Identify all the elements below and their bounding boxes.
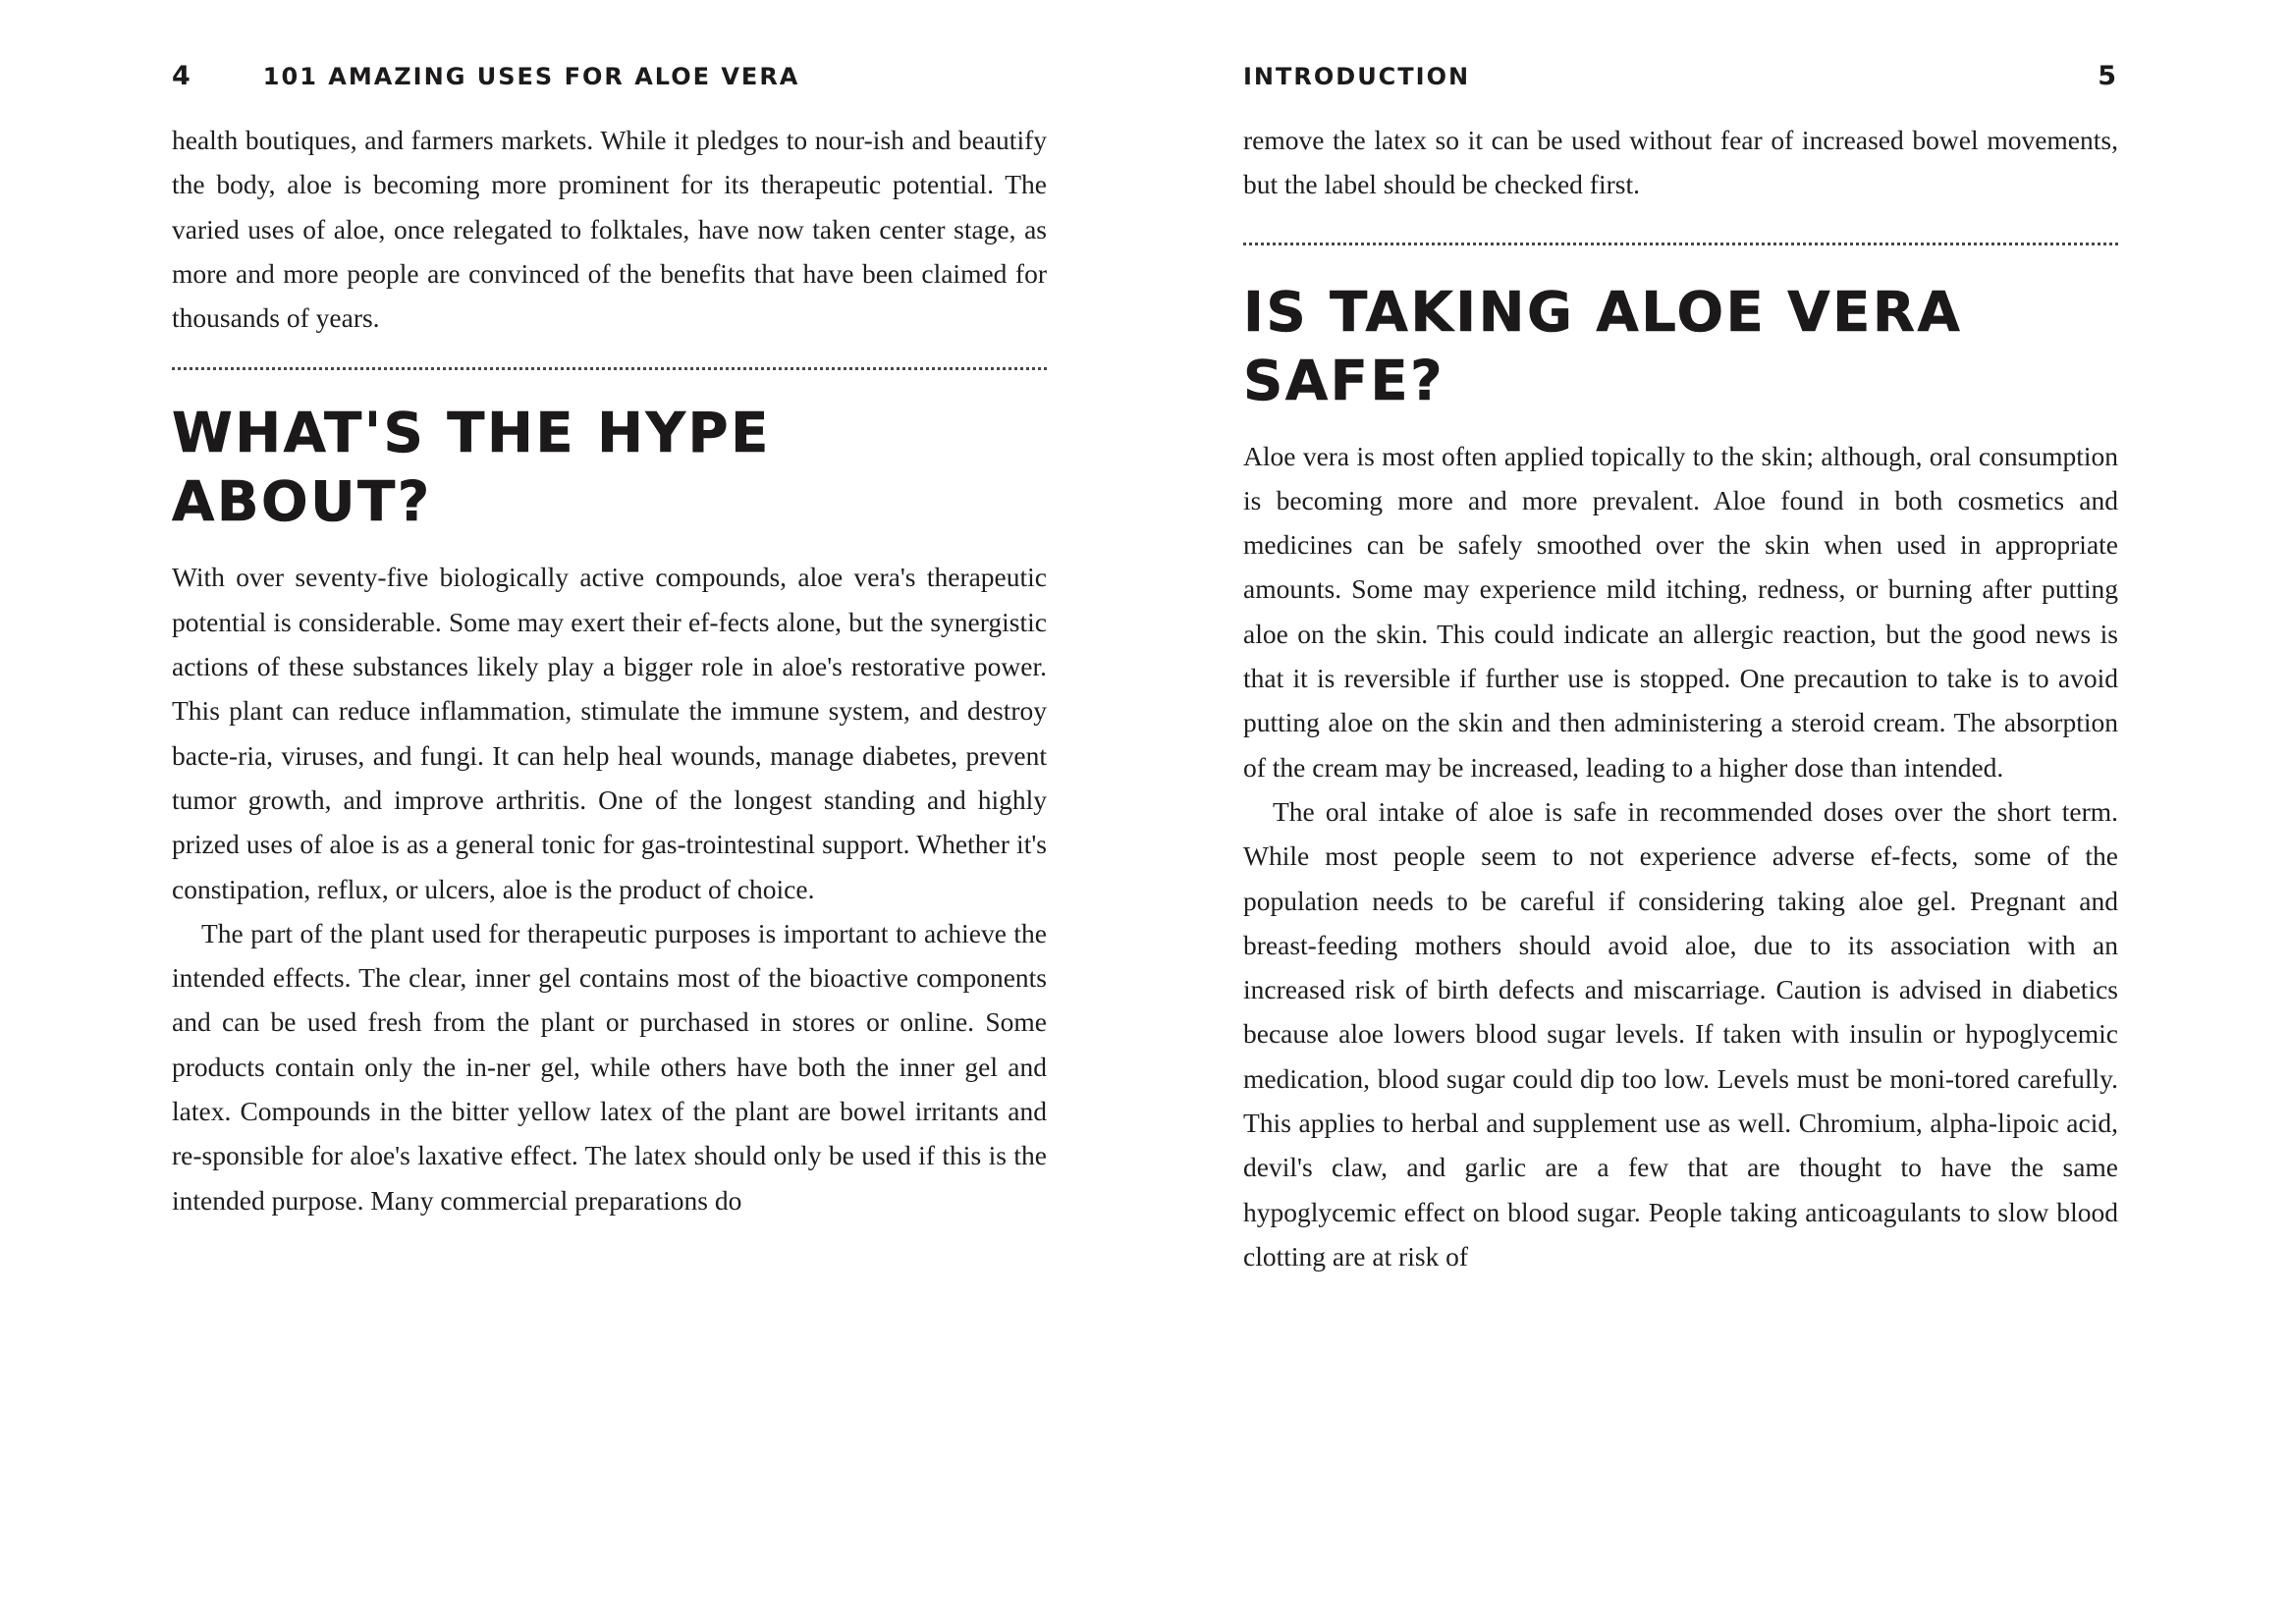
paragraph: remove the latex so it can be used without fear of increased bowel movements, but the label should be checked first. bbox=[1243, 125, 2118, 200]
right-running-head bbox=[1243, 0, 2118, 118]
right-text-column bbox=[1243, 118, 2118, 1278]
paragraph: health boutiques, and farmers markets. While it pledges to nour-ish and beautify the body, aloe is becoming more prominent for its therapeutic potential. The varied uses of aloe, once relegated to folktales, have now taken center stage, as more and more people are convinced of the benefits that have been claimed for thousands of years. bbox=[172, 125, 1047, 334]
left-section-heading: WHAT'S THE HYPE ABOUT? bbox=[172, 402, 771, 535]
paragraph: The oral intake of aloe is safe in recommended doses over the short term. While most people seem to not experience adverse ef-fects, some of the population needs to be careful if considering taking aloe gel. Pregnant and breast-feeding mothers should avoid aloe, due to its association with an increased risk of birth defects and miscarriage. Caution is advised in diabetics because aloe lowers blood sugar levels. If taken with insulin or hypoglycemic medication, blood sugar could dip too low. Levels must be moni-tored carefully. This applies to herbal and supplement use as well. Chromium, alpha-lipoic acid, devil's claw, and garlic are a few that are thought to have the same hypoglycemic effect on blood sugar. People taking anticoagulants to slow blood clotting are at risk of bbox=[1243, 795, 2118, 1272]
section-divider bbox=[172, 367, 1047, 370]
left-page-number: 4 bbox=[172, 61, 192, 91]
paragraph: With over seventy-five biologically active compounds, aloe vera's therapeutic potential is considerable. Some may exert their ef-fects alone, but the synergistic actions of these substances likely play a bigger role in aloe's restorative power. This plant can reduce inflammation, stimulate the immune system, and destroy bacte-ria, viruses, and fungi. It can help heal wounds, manage diabetes, prevent tumor growth, and improve arthritis. One of the longest standing and highly prized uses of aloe is as a general tonic for gas-trointestinal support. Whether it's constipation, reflux, or ulcers, aloe is the product of choice. bbox=[172, 562, 1047, 904]
left-running-head bbox=[172, 0, 1047, 118]
left-text-column bbox=[172, 118, 1047, 1222]
right-section-heading: IS TAKING ALOE VERA SAFE? bbox=[1243, 280, 1963, 413]
left-running-title: 101 AMAZING USES FOR ALOE VERA bbox=[262, 63, 800, 90]
right-page-number: 5 bbox=[2098, 61, 2118, 91]
right-running-title: INTRODUCTION bbox=[1243, 63, 1471, 90]
section-divider bbox=[1243, 243, 2118, 245]
paragraph: Aloe vera is most often applied topically to the skin; although, oral consumption is becoming more and more prevalent. Aloe found in both cosmetics and medicines can be safely smoothed over the skin when used in appropriate amounts. Some may experience mild itching, redness, or burning after putting aloe on the skin. This could indicate an allergic reaction, but the good news is that it is reversible if further use is stopped. One precaution to take is to avoid putting aloe on the skin and then administering a steroid cream. The absorption of the cream may be increased, leading to a higher dose than intended. bbox=[1243, 440, 2118, 783]
paragraph: The part of the plant used for therapeutic purposes is important to achieve the intended effects. The clear, inner gel contains most of the bioactive components and can be used fresh from the plant or purchased in stores or online. Some products contain only the in-ner gel, while others have both the inner gel and latex. Compounds in the bitter yellow latex of the plant are bowel irritants and re-sponsible for aloe's laxative effect. The latex should only be used if this is the intended purpose. Many commercial preparations do bbox=[172, 917, 1047, 1216]
right-page bbox=[1145, 0, 2290, 1624]
